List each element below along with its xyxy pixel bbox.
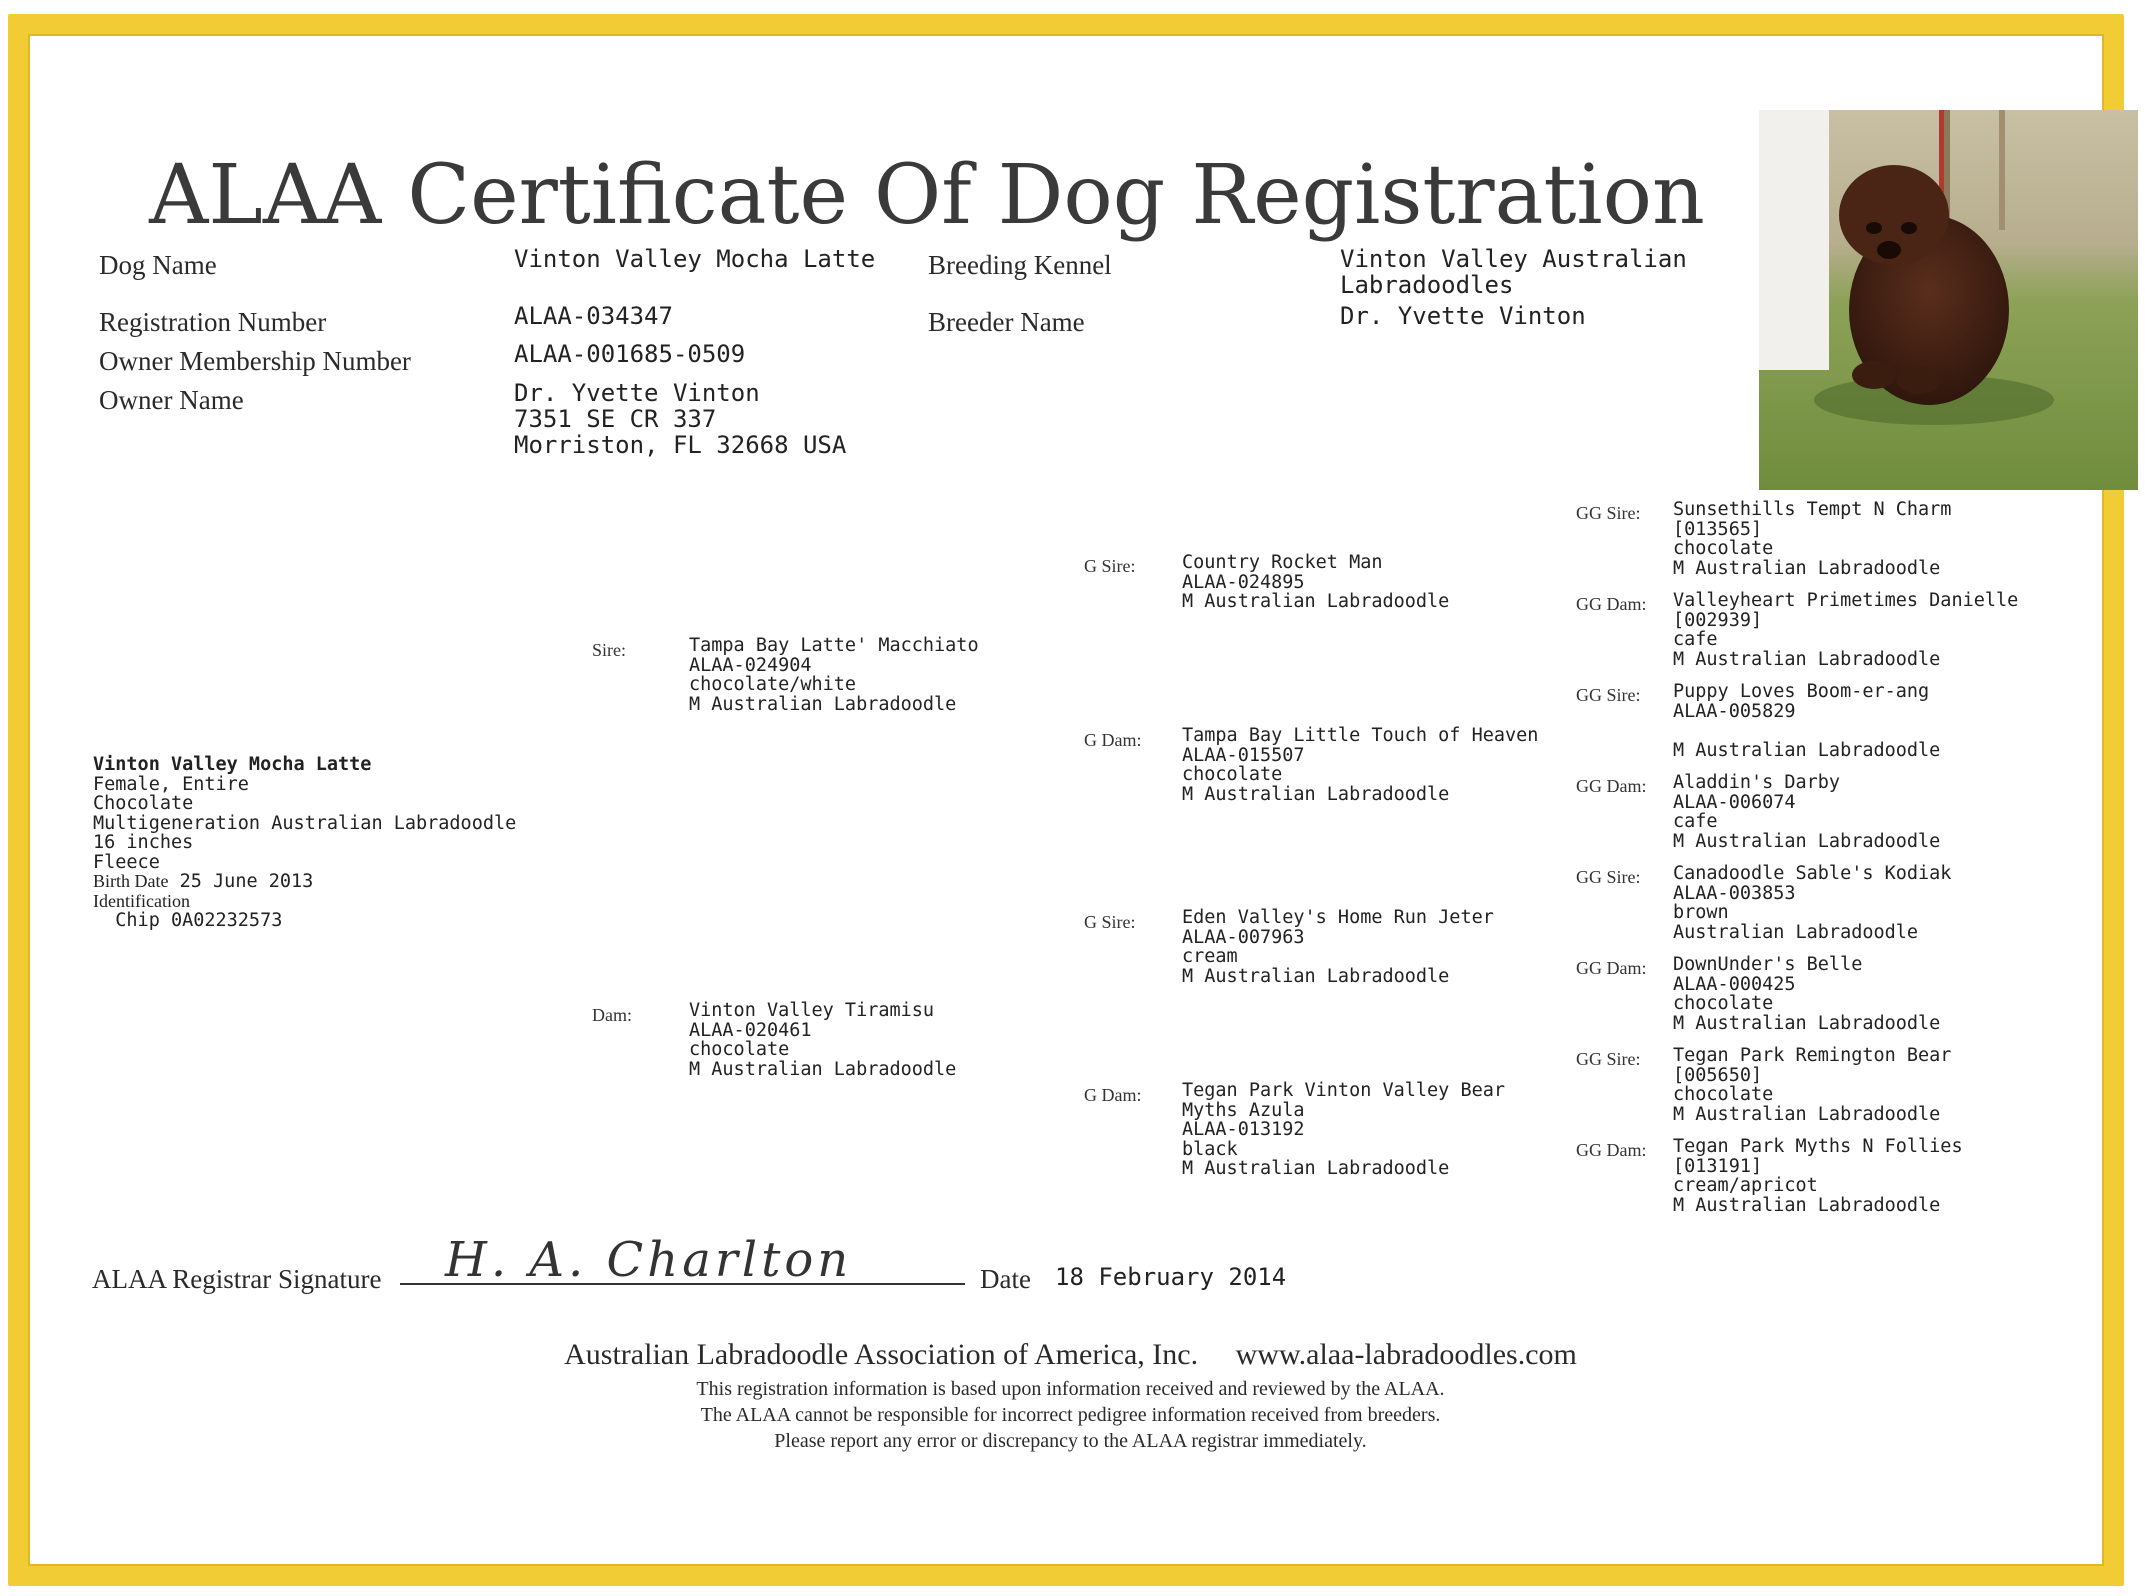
great-grandparent-line: [002939] bbox=[1673, 609, 1763, 631]
dam-entry bbox=[689, 1001, 956, 1079]
dog-detail-color: Chocolate bbox=[93, 793, 194, 814]
great-grandparent-line: M Australian Labradoodle bbox=[1673, 557, 1941, 579]
owner-name-value bbox=[514, 380, 846, 458]
dam-line: M Australian Labradoodle bbox=[689, 1058, 957, 1080]
dog-name-value: Vinton Valley Mocha Latte bbox=[514, 245, 876, 273]
great-grandparent-line: M Australian Labradoodle bbox=[1673, 1194, 1941, 1216]
grandparent-label: G Dam: bbox=[1084, 730, 1142, 750]
great-grandparent-line: M Australian Labradoodle bbox=[1673, 830, 1941, 852]
breeder-name-value: Dr. Yvette Vinton bbox=[1340, 302, 1586, 330]
dog-detail-breed: Multigeneration Australian Labradoodle bbox=[93, 812, 517, 834]
birth-date-label: Birth Date bbox=[93, 871, 169, 891]
footer-website: www.alaa-labradoodles.com bbox=[1235, 1338, 1577, 1371]
breeding-kennel-label: Breeding Kennel bbox=[928, 250, 1112, 280]
sire-label: Sire: bbox=[592, 640, 626, 660]
birth-date-value: 25 June 2013 bbox=[179, 871, 314, 892]
grandparent-label: G Dam: bbox=[1084, 1085, 1142, 1105]
grandparent-line: cream bbox=[1182, 946, 1238, 967]
grandparent-line: Tegan Park Vinton Valley Bear bbox=[1182, 1080, 1506, 1101]
great-grandparent-line: ALAA-006074 bbox=[1673, 791, 1796, 813]
great-grandparent-line: cream/apricot bbox=[1673, 1175, 1818, 1196]
dam-line: Vinton Valley Tiramisu bbox=[689, 1000, 935, 1021]
grandparent-entry bbox=[1182, 1081, 1505, 1179]
grandparent-label: G Sire: bbox=[1084, 912, 1136, 932]
signature-date: 18 February 2014 bbox=[1055, 1263, 1287, 1291]
dam-label: Dam: bbox=[592, 1005, 632, 1025]
sire-line: Tampa Bay Latte' Macchiato bbox=[689, 635, 979, 656]
great-grandparent-line: Sunsethills Tempt N Charm bbox=[1673, 499, 1952, 520]
dog-photo bbox=[1759, 110, 2138, 490]
great-grandparent-entry bbox=[1673, 773, 1940, 851]
great-grandparent-line: [013191] bbox=[1673, 1155, 1763, 1177]
registrar-signature-label: ALAA Registrar Signature bbox=[92, 1264, 382, 1294]
great-grandparent-label: GG Dam: bbox=[1576, 958, 1647, 978]
breeder-name-label: Breeder Name bbox=[928, 307, 1085, 337]
grandparent-line: M Australian Labradoodle bbox=[1182, 783, 1450, 805]
grandparent-label: G Sire: bbox=[1084, 556, 1136, 576]
footer-note: Please report any error or discrepancy to the ALAA registrar immediately. bbox=[774, 1430, 1367, 1452]
grandparent-line: M Australian Labradoodle bbox=[1182, 1158, 1450, 1179]
great-grandparent-entry bbox=[1673, 500, 1951, 578]
great-grandparent-line: Australian Labradoodle bbox=[1673, 921, 1919, 943]
great-grandparent-entry bbox=[1673, 1046, 1951, 1124]
great-grandparent-label: GG Dam: bbox=[1576, 594, 1647, 614]
great-grandparent-line: ALAA-000425 bbox=[1673, 973, 1796, 995]
great-grandparent-line: Canadoodle Sable's Kodiak bbox=[1673, 863, 1952, 884]
sire-line: chocolate/white bbox=[689, 674, 857, 695]
great-grandparent-line: Tegan Park Remington Bear bbox=[1673, 1045, 1952, 1066]
great-grandparent-line: [005650] bbox=[1673, 1064, 1763, 1086]
date-label: Date bbox=[980, 1264, 1031, 1294]
dog-name-label: Dog Name bbox=[99, 250, 217, 280]
great-grandparent-line: chocolate bbox=[1673, 993, 1774, 1014]
great-grandparent-line: ALAA-003853 bbox=[1673, 882, 1796, 904]
identification-label: Identification bbox=[93, 890, 190, 911]
sire-line: ALAA-024904 bbox=[689, 654, 812, 676]
registrar-signature: H. A. Charlton bbox=[445, 1232, 853, 1288]
signature-line bbox=[400, 1283, 965, 1285]
great-grandparent-line: ALAA-005829 bbox=[1673, 700, 1796, 722]
great-grandparent-entry bbox=[1673, 864, 1951, 942]
breeding-kennel-line: Labradoodles bbox=[1340, 271, 1514, 299]
grandparent-line: Myths Azula bbox=[1182, 1099, 1305, 1121]
dog-detail-name: Vinton Valley Mocha Latte bbox=[93, 754, 372, 775]
grandparent-entry bbox=[1182, 726, 1538, 804]
footer-org: Australian Labradoodle Association of America, Inc. bbox=[564, 1338, 1199, 1371]
certificate-title: ALAA Certificate Of Dog Registration bbox=[149, 148, 1705, 243]
great-grandparent-line: Valleyheart Primetimes Danielle bbox=[1673, 590, 2019, 611]
chip-number: Chip 0A02232573 bbox=[115, 910, 283, 931]
great-grandparent-line: M Australian Labradoodle bbox=[1673, 1103, 1941, 1125]
grandparent-line: ALAA-013192 bbox=[1182, 1119, 1305, 1140]
footer-note: The ALAA cannot be responsible for incorrect pedigree information received from breeders. bbox=[700, 1404, 1441, 1426]
great-grandparent-entry bbox=[1673, 1137, 1963, 1215]
great-grandparent-line: brown bbox=[1673, 902, 1729, 923]
great-grandparent-line: Puppy Loves Boom-er-ang bbox=[1673, 681, 1930, 702]
great-grandparent-line: M Australian Labradoodle bbox=[1673, 648, 1941, 670]
great-grandparent-line: Aladdin's Darby bbox=[1673, 772, 1841, 793]
owner-city-line: Morriston, FL 32668 USA bbox=[514, 431, 847, 459]
great-grandparent-entry bbox=[1673, 591, 2018, 669]
great-grandparent-line: M Australian Labradoodle bbox=[1673, 739, 1941, 761]
great-grandparent-label: GG Dam: bbox=[1576, 1140, 1647, 1160]
dam-line: chocolate bbox=[689, 1039, 790, 1060]
grandparent-entry bbox=[1182, 908, 1494, 986]
registration-number-value: ALAA-034347 bbox=[514, 302, 673, 330]
grandparent-line: M Australian Labradoodle bbox=[1182, 965, 1450, 987]
dog-details bbox=[93, 755, 516, 931]
owner-name-label: Owner Name bbox=[99, 385, 244, 415]
great-grandparent-line: DownUnder's Belle bbox=[1673, 954, 1863, 975]
great-grandparent-label: GG Dam: bbox=[1576, 776, 1647, 796]
grandparent-line: ALAA-024895 bbox=[1182, 571, 1305, 593]
grandparent-line: ALAA-007963 bbox=[1182, 926, 1305, 948]
registration-number-label: Registration Number bbox=[99, 307, 327, 337]
grandparent-line: M Australian Labradoodle bbox=[1182, 591, 1450, 612]
owner-name-line: Dr. Yvette Vinton bbox=[514, 379, 760, 407]
great-grandparent-entry bbox=[1673, 955, 1940, 1033]
sire-entry bbox=[689, 636, 979, 714]
breeding-kennel-value bbox=[1340, 246, 1687, 298]
great-grandparent-line: cafe bbox=[1673, 629, 1718, 650]
great-grandparent-label: GG Sire: bbox=[1576, 1049, 1641, 1069]
great-grandparent-label: GG Sire: bbox=[1576, 503, 1641, 523]
great-grandparent-label: GG Sire: bbox=[1576, 867, 1641, 887]
great-grandparent-line: cafe bbox=[1673, 811, 1718, 832]
great-grandparent-line: Tegan Park Myths N Follies bbox=[1673, 1136, 1963, 1157]
great-grandparent-line: M Australian Labradoodle bbox=[1673, 1012, 1941, 1034]
great-grandparent-line: chocolate bbox=[1673, 538, 1774, 559]
owner-membership-label: Owner Membership Number bbox=[99, 346, 411, 376]
dog-detail-height: 16 inches bbox=[93, 832, 194, 853]
grandparent-line: chocolate bbox=[1182, 764, 1283, 785]
great-grandparent-label: GG Sire: bbox=[1576, 685, 1641, 705]
dog-photo-image bbox=[1759, 110, 2138, 490]
breeding-kennel-line: Vinton Valley Australian bbox=[1340, 245, 1687, 273]
dog-detail-coat: Fleece bbox=[93, 851, 160, 873]
sire-line: M Australian Labradoodle bbox=[689, 693, 957, 715]
grandparent-line: Eden Valley's Home Run Jeter bbox=[1182, 907, 1494, 928]
owner-membership-value: ALAA-001685-0509 bbox=[514, 340, 746, 368]
great-grandparent-line: [013565] bbox=[1673, 518, 1763, 540]
grandparent-line: ALAA-015507 bbox=[1182, 744, 1305, 766]
great-grandparent-entry bbox=[1673, 682, 1940, 760]
great-grandparent-line: chocolate bbox=[1673, 1084, 1774, 1105]
dog-detail-sex: Female, Entire bbox=[93, 773, 249, 795]
grandparent-line: black bbox=[1182, 1138, 1238, 1160]
footer-note: This registration information is based upon information received and reviewed by the ALAA. bbox=[696, 1378, 1445, 1400]
footer-org-line bbox=[0, 1338, 2143, 1372]
owner-address-line: 7351 SE CR 337 bbox=[514, 405, 717, 433]
grandparent-line: Tampa Bay Little Touch of Heaven bbox=[1182, 725, 1539, 746]
grandparent-line: Country Rocket Man bbox=[1182, 552, 1383, 573]
grandparent-entry bbox=[1182, 553, 1449, 612]
dam-line: ALAA-020461 bbox=[689, 1019, 812, 1041]
